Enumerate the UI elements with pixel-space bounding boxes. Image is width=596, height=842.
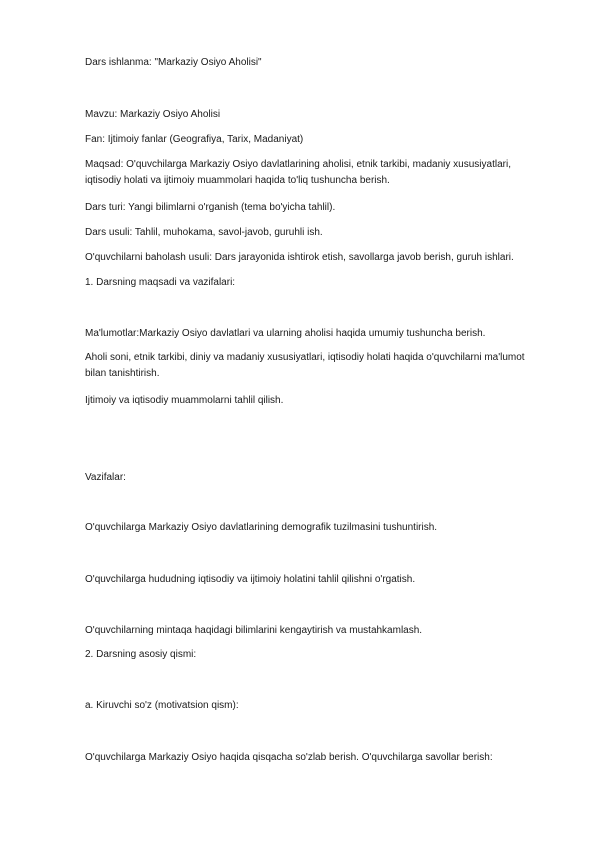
task-item-1: O'quvchilarga Markaziy Osiyo davlatlarining demografik tuzilmasini tushuntirish.	[85, 522, 438, 533]
information-paragraph: Ma'lumotlar:Markaziy Osiyo davlatlari va ularning aholisi haqida umumiy tushuncha berish.	[85, 328, 486, 339]
tasks-heading: Vazifalar:	[85, 472, 126, 483]
task-item-3: O'quvchilarning mintaqa haqidagi bilimlarini kengaytirish va mustahkamlash.	[85, 625, 423, 636]
goal-paragraph: Maqsad: O'quvchilarga Markaziy Osiyo davlatlarining aholisi, etnik tarkibi, madaniy xususiyatlari, iqtisodiy holati va ijtimoiy muammolari haqida to'liq tushuncha berish.	[85, 159, 511, 186]
lesson-method-line: Dars usuli: Tahlil, muhokama, savol-javob, guruhli ish.	[85, 227, 323, 238]
document-title: Dars ishlanma: "Markaziy Osiyo Aholisi"	[85, 57, 262, 68]
task-item-2: O'quvchilarga hududning iqtisodiy va ijtimoiy holatini tahlil qilishni o'rgatish.	[85, 574, 416, 585]
intro-paragraph: O'quvchilarga Markaziy Osiyo haqida qisqacha so'zlab berish. O'quvchilarga savollar berish:	[85, 752, 493, 763]
topic-line: Mavzu: Markaziy Osiyo Aholisi	[85, 109, 221, 120]
subject-line: Fan: Ijtimoiy fanlar (Geografiya, Tarix, Madaniyat)	[85, 134, 304, 145]
section-heading-2: 2. Darsning asosiy qismi:	[85, 649, 197, 660]
social-paragraph: Ijtimoiy va iqtisodiy muammolarni tahlil qilish.	[85, 395, 284, 406]
lesson-type-line: Dars turi: Yangi bilimlarni o'rganish (tema bo'yicha tahlil).	[85, 202, 336, 213]
intro-subheading: a. Kiruvchi so'z (motivatsion qism):	[85, 700, 239, 711]
section-heading-1: 1. Darsning maqsadi va vazifalari:	[85, 277, 236, 288]
assessment-line: O'quvchilarni baholash usuli: Dars jarayonida ishtirok etish, savollarga javob berish, guruh ishlari.	[85, 252, 514, 263]
population-paragraph: Aholi soni, etnik tarkibi, diniy va madaniy xususiyatlari, iqtisodiy holati haqida o'quvchilarni ma'lumot bilan tanishtirish.	[85, 352, 525, 379]
